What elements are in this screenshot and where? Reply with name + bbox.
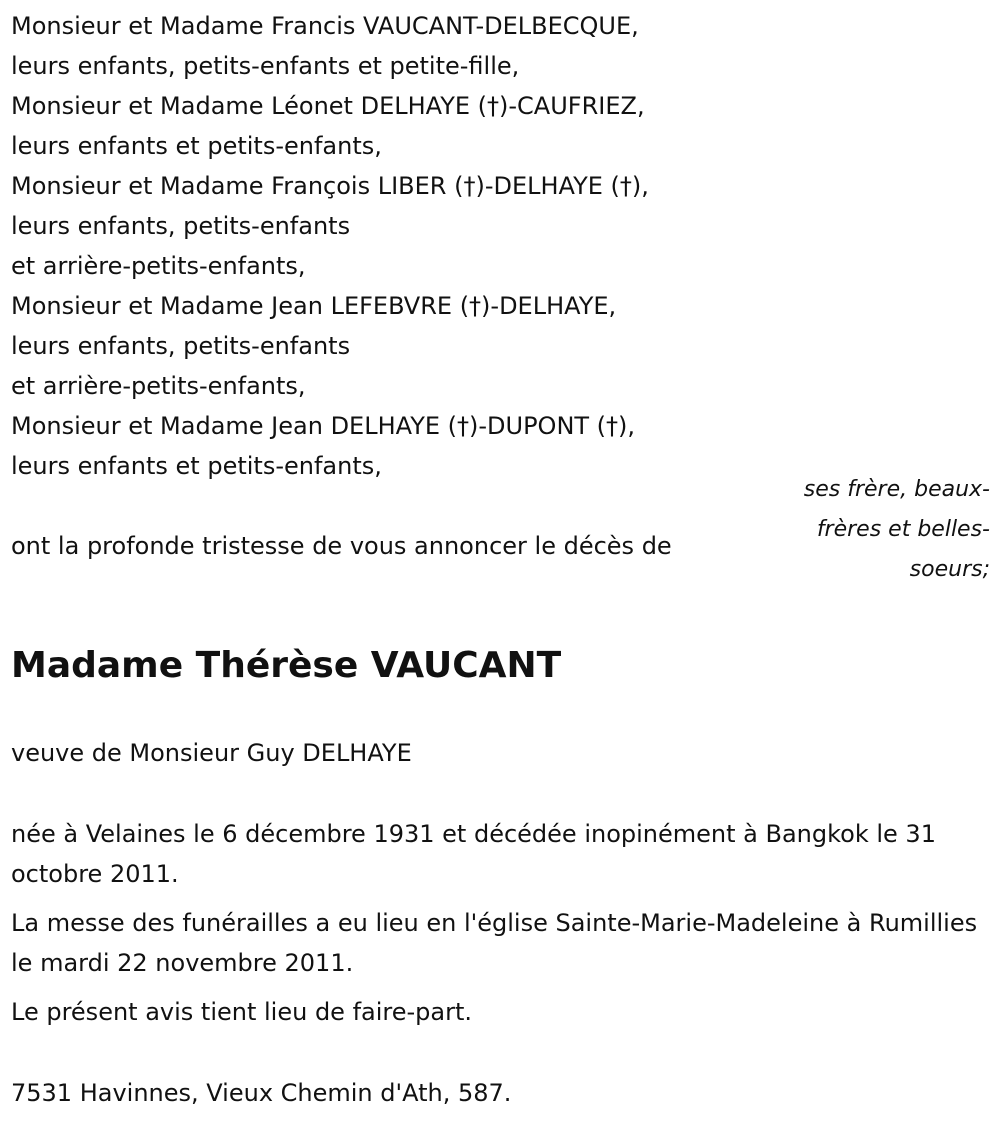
family-line: Monsieur et Madame Jean LEFEBVRE (†)-DELHAYE, <box>11 292 617 320</box>
deceased-name: Madame Thérèse VAUCANT <box>11 645 562 686</box>
family-line: leurs enfants et petits-enfants, <box>11 452 382 480</box>
family-line: leurs enfants, petits-enfants <box>11 212 351 240</box>
family-line: Monsieur et Madame François LIBER (†)-DELHAYE (†), <box>11 172 649 200</box>
family-line: leurs enfants, petits-enfants et petite-fille, <box>11 52 520 80</box>
family-line: leurs enfants, petits-enfants <box>11 332 351 360</box>
notice-text: Le présent avis tient lieu de faire-part. <box>11 998 473 1026</box>
announcement-text: ont la profonde tristesse de vous annoncer le décès de <box>11 532 672 560</box>
family-line: Monsieur et Madame Léonet DELHAYE (†)-CAUFRIEZ, <box>11 92 645 120</box>
family-line: Monsieur et Madame Francis VAUCANT-DELBECQUE, <box>11 12 639 40</box>
family-list <box>11 6 771 486</box>
family-line: et arrière-petits-enfants, <box>11 372 306 400</box>
relation-note: ses frère, beaux-frères et belles-soeurs; <box>803 477 990 582</box>
widow-of-text: veuve de Monsieur Guy DELHAYE <box>11 739 412 767</box>
funeral-text: La messe des funérailles a eu lieu en l'église Sainte-Marie-Madeleine à Rumillies le mardi 22 novembre 2011. <box>11 909 978 977</box>
birth-death-text: née à Velaines le 6 décembre 1931 et décédée inopinément à Bangkok le 31 octobre 2011. <box>11 820 936 888</box>
family-line: leurs enfants et petits-enfants, <box>11 132 382 160</box>
family-line: et arrière-petits-enfants, <box>11 252 306 280</box>
family-line: Monsieur et Madame Jean DELHAYE (†)-DUPONT (†), <box>11 412 636 440</box>
address-text: 7531 Havinnes, Vieux Chemin d'Ath, 587. <box>11 1079 512 1107</box>
